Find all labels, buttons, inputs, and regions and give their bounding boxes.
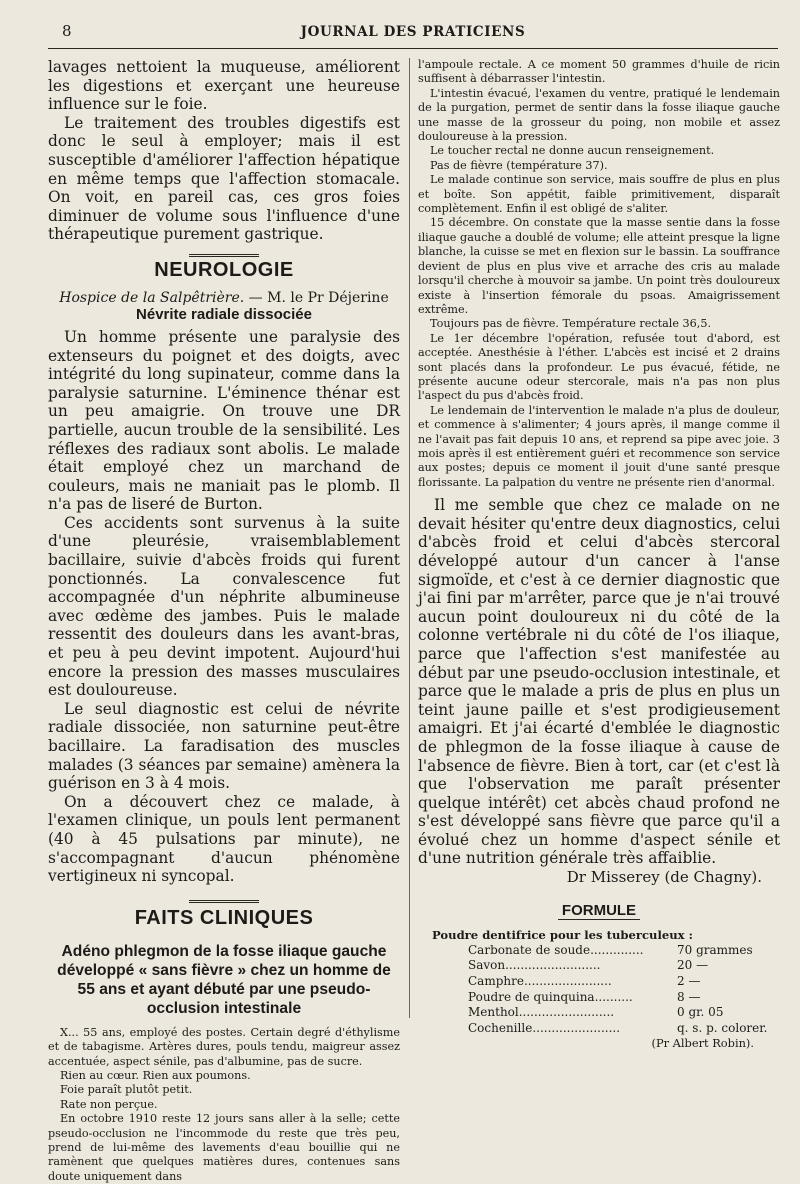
ingredient-qty: 70 grammes [677, 942, 753, 957]
right-column [418, 58, 780, 1050]
page-number: 8 [62, 22, 72, 40]
case-line: X... 55 ans, employé des postes. Certain degré d'éthylisme et de tabagisme. Artères dures, pouls tendu, maigreur assez accentuée, aspect sénile, pas d'albumine, pas de sucre. [48, 1025, 400, 1068]
case-line: Toujours pas de fièvre. Température rectale 36,5. [430, 317, 712, 331]
section-title-neurologie: NEUROLOGIE [154, 258, 294, 281]
section-ornament [189, 254, 259, 257]
section-ornament [189, 900, 259, 903]
case-line: Le lendemain de l'intervention le malade n'a plus de douleur, et commence à s'alimenter; 4 jours après, il mange comme il ne l'avait pas fait depuis 10 ans, et reprend sa pipe avec joie. 3 mois après il est entièrement guéri et recommence son service aux postes; depuis ce moment il jouit d'une santé presque florissante. La palpation du ventre ne présente rien d'anormal. [418, 403, 780, 489]
ingredient-table [468, 942, 768, 1036]
neuro-paragraph: Ces accidents sont survenus à la suite d'une pleurésie, vraisemblablement bacillaire, suivie d'abcès froids qui furent ponctionnés. La convalescence fut accompagnée d'un néphrite albumineuse avec œdème des jambes. Puis le malade ressentit des douleurs dans les avant-bras, et peu à peu devint impotent. Aujourd'hui encore la pression des masses musculaires est douloureuse. [48, 513, 400, 700]
neuro-paragraph: On a découvert chez ce malade, à l'examen clinique, un pouls lent permanent (40 à 45 pulsations par minute), ne s'accompagnant d'aucun phénomène vertigineux ni syncopal. [48, 792, 400, 886]
ingredient-qty: 2 — [677, 974, 701, 989]
ingredient-qty: q. s. p. colorer. [677, 1020, 768, 1035]
hospital-name: Hospice de la Salpêtrière. [59, 289, 245, 306]
ingredient-name: Carbonate de soude.............. [468, 942, 644, 957]
ingredient-name: Cochenille....................... [468, 1020, 621, 1035]
intro-paragraph: lavages nettoient la muqueuse, améliorent les digestions et exerçant une heureuse influence sur le foie. [48, 58, 400, 114]
case-line: L'intestin évacué, l'examen du ventre, pratiqué le lendemain de la purgation, permet de sentir dans la fosse iliaque gauche une masse de la grosseur du poing, non mobile et assez douloureuse à la pression. [418, 86, 780, 144]
ingredient-name: Savon......................... [468, 958, 601, 973]
neuro-paragraph: Un homme présente une paralysie des extenseurs du poignet et des doigts, avec intégrité du long supinateur, comme dans la paralysie saturnine. L'éminence thénar est un peu amaigrie. On trouve une DR partielle, aucun trouble de la sensibilité. Les réflexes des radiaux sont abolis. Le malade était employé chez un marchand de couleurs, mais ne maniait pas le plomb. Il n'a pas de liseré de Burton. [48, 327, 400, 514]
case-line: Le malade continue son service, mais souffre de plus en plus et boîte. Son appétit, faible primitivement, disparaît complètement. Enfin il est obligé de s'aliter. [418, 173, 780, 216]
neuro-paragraph: Le seul diagnostic est celui de névrite radiale dissociée, non saturnine peut-être bacillaire. La faradisation des muscles malades (3 séances par semaine) amènera la guérison en 3 à 4 mois. [48, 699, 400, 793]
case-line: Rien au cœur. Rien aux poumons. [60, 1068, 251, 1082]
ingredient-row [468, 1004, 768, 1020]
case-line: Rate non perçue. [60, 1097, 158, 1111]
ingredient-qty: 8 — [677, 989, 701, 1004]
ingredient-qty: 20 — [677, 958, 709, 973]
journal-title: JOURNAL DES PRATICIENS [300, 24, 526, 40]
case-title-adeno-phlegmon: Adéno phlegmon de la fosse iliaque gauche développé « sans fièvre » chez un homme de 55 ans et ayant débuté par une pseudo-occlusion intestinale [57, 942, 391, 1017]
column-divider [409, 58, 410, 1018]
header-rule [48, 48, 778, 49]
ingredient-name: Poudre de quinquina.......... [468, 989, 633, 1004]
ingredient-name: Camphre....................... [468, 974, 612, 989]
case-line: En octobre 1910 reste 12 jours sans aller à la selle; cette pseudo-occlusion ne l'incommode du reste que très peu, prend de lui-même des lavements d'eau bouillie qui ne ramènent que quelques matières dures, contenues sans doute uniquement dans [48, 1112, 400, 1183]
case-line: 15 décembre. On constate que la masse sentie dans la fosse iliaque gauche a doublé de volume; elle atteint presque la ligne blanche, la cuisse se met en flexion sur le bassin. La souffrance devient de plus en plus vive et arrache des cris au malade lorsqu'il cherche à mouvoir sa jambe. Un point très douloureux existe à l'insertion fémorale du psoas. Amaigrissement extrême. [418, 216, 780, 316]
left-column [48, 58, 400, 1184]
hospital-byline [48, 290, 400, 306]
formula-subtitle: Poudre dentifrice pour les tuberculeux : [432, 928, 693, 943]
ingredient-qty: 0 gr. 05 [677, 1005, 724, 1020]
ingredient-row [468, 973, 768, 989]
case-title-nevrite: Névrite radiale dissociée [136, 305, 312, 323]
ingredient-row [468, 1020, 768, 1036]
ingredient-row [468, 989, 768, 1005]
author-comment: Il me semble que chez ce malade on ne devait hésiter qu'entre deux diagnostics, celui d'abcès froid et celui d'abcès stercoral développé autour d'un cancer à l'anse sigmoïde, et c'est à ce dernier diagnostic que j'ai fini par m'arrêter, parce que je n'ai trouvé aucun point douloureux ni du côté de la colonne vertébrale ni du côté de l'os iliaque, parce que l'affection s'est manifestée au début par une pseudo-occlusion intestinale, et parce que le malade a pris de plus en plus un teint jaune paille et s'est prodigieusement amaigri. Et j'ai écarté d'emblée le diagnostic de phlegmon de la fosse iliaque à cause de l'absence de fièvre. Bien à tort, car (et c'est là que l'observation me paraît présenter quelque intérêt) cet abcès chaud profond ne s'est développé sans fièvre que parce qu'il a évolué chez un homme d'aspect sénile et d'une nutrition générale très affaiblie. [418, 496, 780, 868]
case-line: Le toucher rectal ne donne aucun renseignement. [430, 144, 715, 158]
ingredient-row [468, 942, 768, 958]
intro-paragraph: Le traitement des troubles digestifs est donc le seul à employer; mais il est susceptible d'améliorer l'affection hépatique en même temps que l'affection stomacale. On voit, en pareil cas, ces gros foies diminuer de volume sous l'influence d'une thérapeutique purement gastrique. [48, 113, 400, 244]
formula-title: FORMULE [558, 902, 640, 920]
ingredient-row [468, 958, 768, 974]
ingredient-name: Menthol......................... [468, 1005, 615, 1020]
case-line: Le 1er décembre l'opération, refusée tout d'abord, est acceptée. Anesthésie à l'éther. L'abcès est incisé et 2 drains sont placés dans la profondeur. Le pus évacué, fétide, ne présente aucune odeur stercorale, mais n'a pas non plus l'aspect du pus d'abcès froid. [418, 331, 780, 403]
formula-box [418, 900, 780, 920]
case-line: Foie paraît plutôt petit. [60, 1083, 193, 1097]
page-header [48, 22, 778, 48]
case-line: l'ampoule rectale. A ce moment 50 grammes d'huile de ricin suffisent à débarrasser l'intestin. [418, 58, 780, 86]
case-line: Pas de fièvre (température 37). [430, 158, 608, 172]
hospital-author: — M. le Pr Déjerine [244, 289, 389, 306]
author-signature: Dr Misserey (de Chagny). [566, 868, 762, 887]
section-title-faits-cliniques: FAITS CLINIQUES [134, 906, 314, 929]
formula-source: (Pr Albert Robin). [651, 1035, 754, 1050]
